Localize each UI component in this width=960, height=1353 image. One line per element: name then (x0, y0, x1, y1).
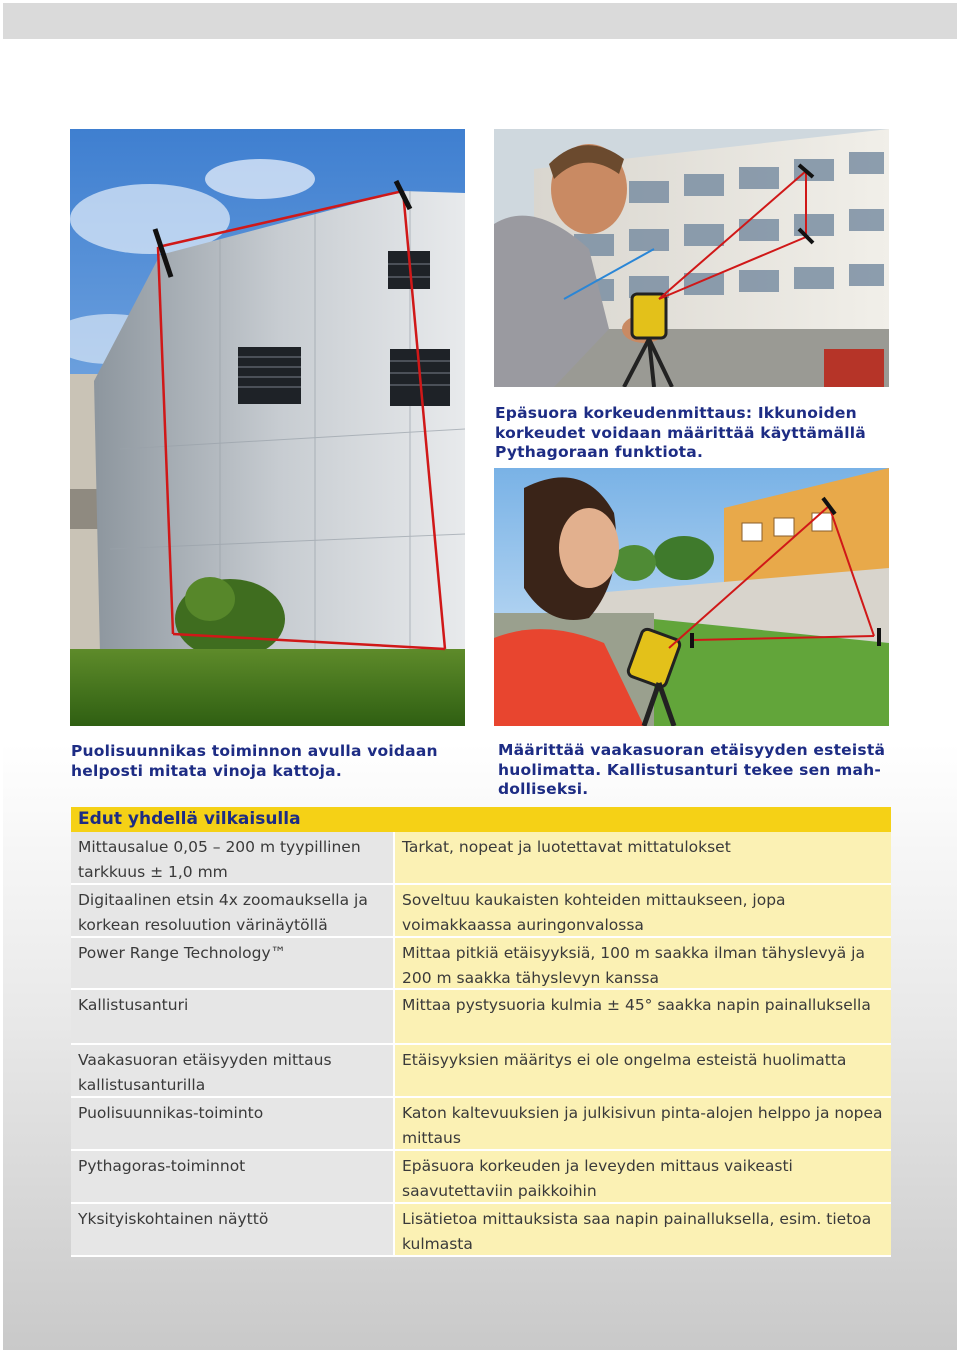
feature-row (71, 1045, 891, 1098)
benefit-cell: Soveltuu kaukaisten kohteiden mittaukseen, jopa voimakkaassa auringonvalossa (393, 885, 891, 938)
benefit-cell: Tarkat, nopeat ja luotettavat mittatulokset (393, 832, 891, 885)
top-band (3, 3, 957, 39)
feature-cell: Yksityiskohtainen näyttö (71, 1204, 393, 1257)
feature-cell: Pythagoras-toiminnot (71, 1151, 393, 1204)
benefit-cell: Katon kaltevuuksien ja julkisivun pinta-alojen helppo ja nopea mittaus (393, 1098, 891, 1151)
feature-row (71, 832, 891, 885)
house-photo-caption: Puolisuunnikas toiminnon avulla voidaan helposti mitata vinoja kattoja. (71, 742, 438, 780)
feature-cell: Kallistusanturi (71, 990, 393, 1045)
benefit-cell: Epäsuora korkeuden ja leveyden mittaus vaikeasti saavutettaviin paikkoihin (393, 1151, 891, 1204)
height-measurement-photo (494, 129, 889, 387)
feature-row (71, 990, 891, 1045)
feature-cell: Power Range Technology™ (71, 938, 393, 990)
feature-cell: Digitaalinen etsin 4x zoomauksella ja korkean resoluution värinäytöllä (71, 885, 393, 938)
features-title: Edut yhdellä vilkaisulla (71, 807, 891, 832)
feature-row (71, 1098, 891, 1151)
horizontal-distance-photo (494, 468, 889, 726)
feature-cell: Puolisuunnikas-toiminto (71, 1098, 393, 1151)
feature-row (71, 1204, 891, 1257)
feature-cell: Mittausalue 0,05 – 200 m tyypillinen tarkkuus ± 1,0 mm (71, 832, 393, 885)
benefit-cell: Mittaa pystysuoria kulmia ± 45° saakka napin painalluksella (393, 990, 891, 1045)
benefit-cell: Lisätietoa mittauksista saa napin painalluksella, esim. tietoa kulmasta (393, 1204, 891, 1257)
feature-row (71, 885, 891, 938)
height-photo-caption: Epäsuora korkeudenmittaus: Ikkunoiden korkeudet voidaan määrittää käyttämällä Pythagoraan funktiota. (495, 404, 866, 461)
benefit-cell: Mittaa pitkiä etäisyyksiä, 100 m saakka ilman tähyslevyä ja 200 m saakka tähyslevyn kanssa (393, 938, 891, 990)
distance-photo-caption: Määrittää vaakasuoran etäisyyden esteistä huolimatta. Kallistusanturi tekee sen mah-dolliseksi. (498, 741, 886, 798)
feature-row (71, 1151, 891, 1204)
benefit-cell: Etäisyyksien määritys ei ole ongelma esteistä huolimatta (393, 1045, 891, 1098)
features-table (71, 807, 891, 1257)
feature-row (71, 938, 891, 990)
feature-cell: Vaakasuoran etäisyyden mittaus kallistusanturilla (71, 1045, 393, 1098)
building-facade-photo (70, 129, 465, 726)
